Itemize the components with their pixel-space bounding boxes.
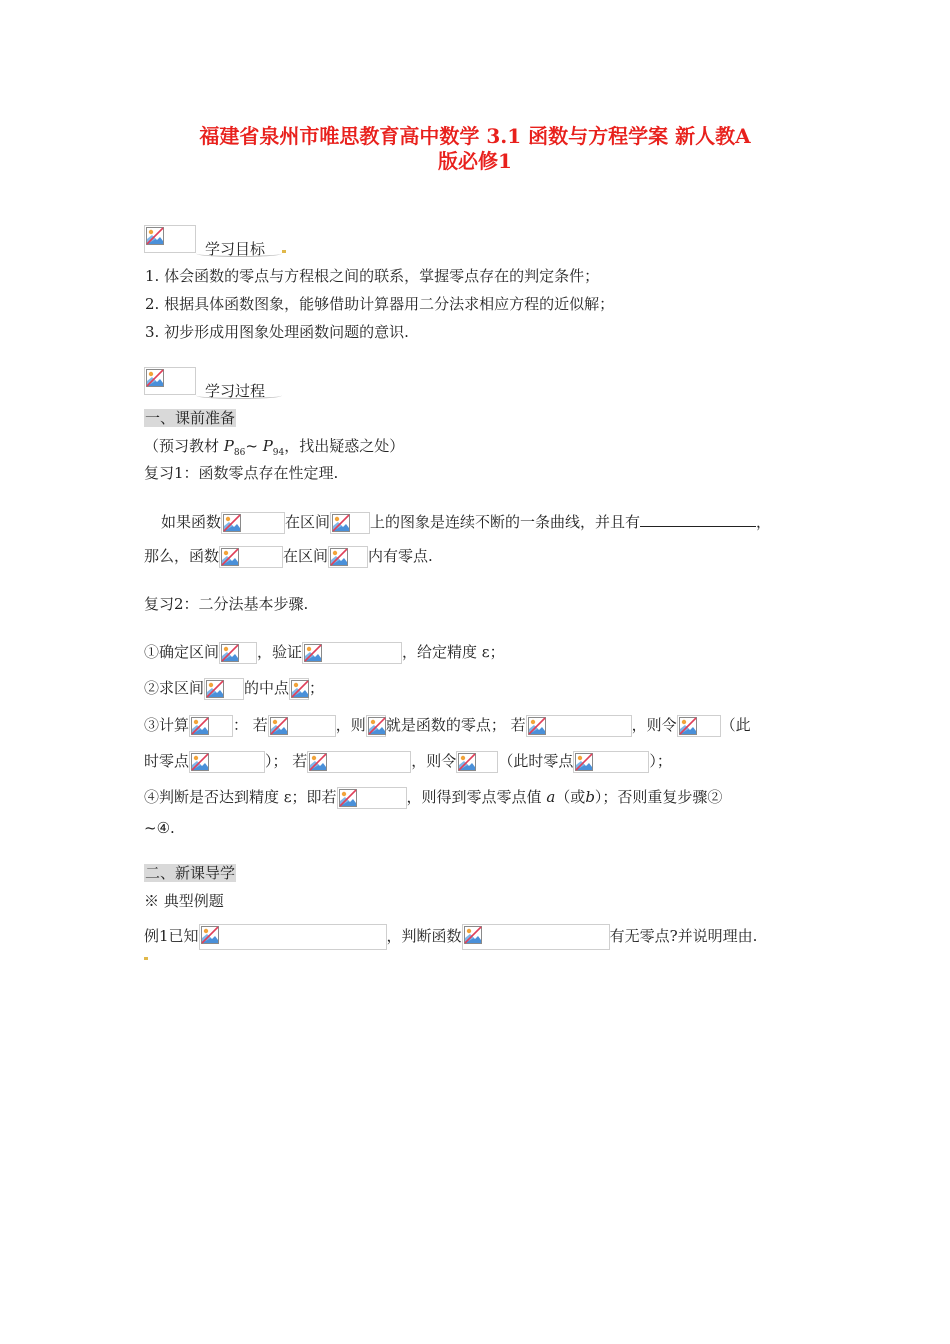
formula-image [526,715,632,737]
formula-image [677,715,721,737]
goal-item-3: 3. 初步形成用图象处理函数问题的意识. [145,323,409,341]
goal-item-2: 2. 根据具体函数图象，能够借助计算器用二分法求相应方程的近似解； [145,295,615,313]
broken-image-icon [368,717,386,735]
example-1: 例1已知 ，判断函数 有无零点?并说明理由. [144,924,757,950]
formula-image [573,751,649,773]
broken-image-icon [201,926,219,944]
broken-image-icon [146,227,164,245]
step-3-line-1: ③计算 ： 若 ，则 就是函数的零点； 若 ，则令 （此 [144,715,751,737]
step-4-line-2: ~④. [144,819,175,837]
preview-note: （预习教材 $P_{86}\sim$ $P_{94}$，找出疑惑之处） [144,437,405,458]
formula-image [189,715,233,737]
goals-heading: 学习目标 [205,240,266,258]
broken-image-icon [291,680,309,698]
broken-image-icon [309,753,327,771]
formula-image [268,715,336,737]
formula-image [221,512,285,534]
formula-image [456,751,498,773]
step-3-line-2: 时零点 ）； 若 ，则令 （此时零点 ）； [144,751,672,773]
document-title-line1: 福建省泉州市唯思教育高中数学 3.1 函数与方程学案 新人教A [199,124,751,148]
formula-image [366,715,386,737]
formula-image [219,642,257,664]
heading-underline [196,392,282,399]
broken-image-icon [332,514,350,532]
goals-heading-image [144,225,196,253]
broken-image-icon [458,753,476,771]
broken-image-icon [191,753,209,771]
review-2: 复习2：二分法基本步骤. [144,595,309,613]
fill-blank [640,510,756,527]
formula-image [307,751,411,773]
broken-image-icon [464,926,482,944]
broken-image-icon [221,548,239,566]
broken-image-icon [206,680,224,698]
formula-image [330,512,370,534]
formula-image [204,678,244,700]
broken-image-icon [679,717,697,735]
process-heading-image [144,367,196,395]
broken-image-icon [304,644,322,662]
document-title-line2: 版必修1 [438,149,512,173]
broken-image-icon [221,644,239,662]
step-4-line-1: ④判断是否达到精度 ε；即若 ，则得到零点零点值 a（或b）；否则重复步骤② [144,787,722,809]
review-1: 复习1：函数零点存在性定理. [144,464,339,482]
theorem-line-2: 那么，函数 在区间 内有零点. [144,546,433,568]
broken-image-icon [146,369,164,387]
formula-image [328,546,368,568]
heading-underline [196,250,282,257]
typical-examples-label: ※ 典型例题 [144,892,224,910]
step-2: ②求区间 的中点 ； [144,678,324,700]
format-mark [282,250,286,253]
broken-image-icon [270,717,288,735]
formula-image [289,678,309,700]
broken-image-icon [191,717,209,735]
format-mark [144,957,148,960]
theorem-line-1: 如果函数 在区间 上的图象是连续不断的一条曲线，并且有 ， [161,510,771,534]
broken-image-icon [330,548,348,566]
section-heading-2: 二、新课导学 [145,864,236,882]
formula-image [337,787,407,809]
broken-image-icon [339,789,357,807]
formula-image [302,642,402,664]
section-heading-1: 一、课前准备 [145,409,236,427]
goal-item-1: 1. 体会函数的零点与方程根之间的联系，掌握零点存在的判定条件； [145,267,600,285]
broken-image-icon [528,717,546,735]
formula-image [219,546,283,568]
formula-image [199,924,387,950]
step-1: ①确定区间 ，验证 ，给定精度 ε； [144,642,505,664]
formula-image [462,924,610,950]
broken-image-icon [223,514,241,532]
broken-image-icon [575,753,593,771]
formula-image [189,751,265,773]
process-heading: 学习过程 [205,382,266,400]
